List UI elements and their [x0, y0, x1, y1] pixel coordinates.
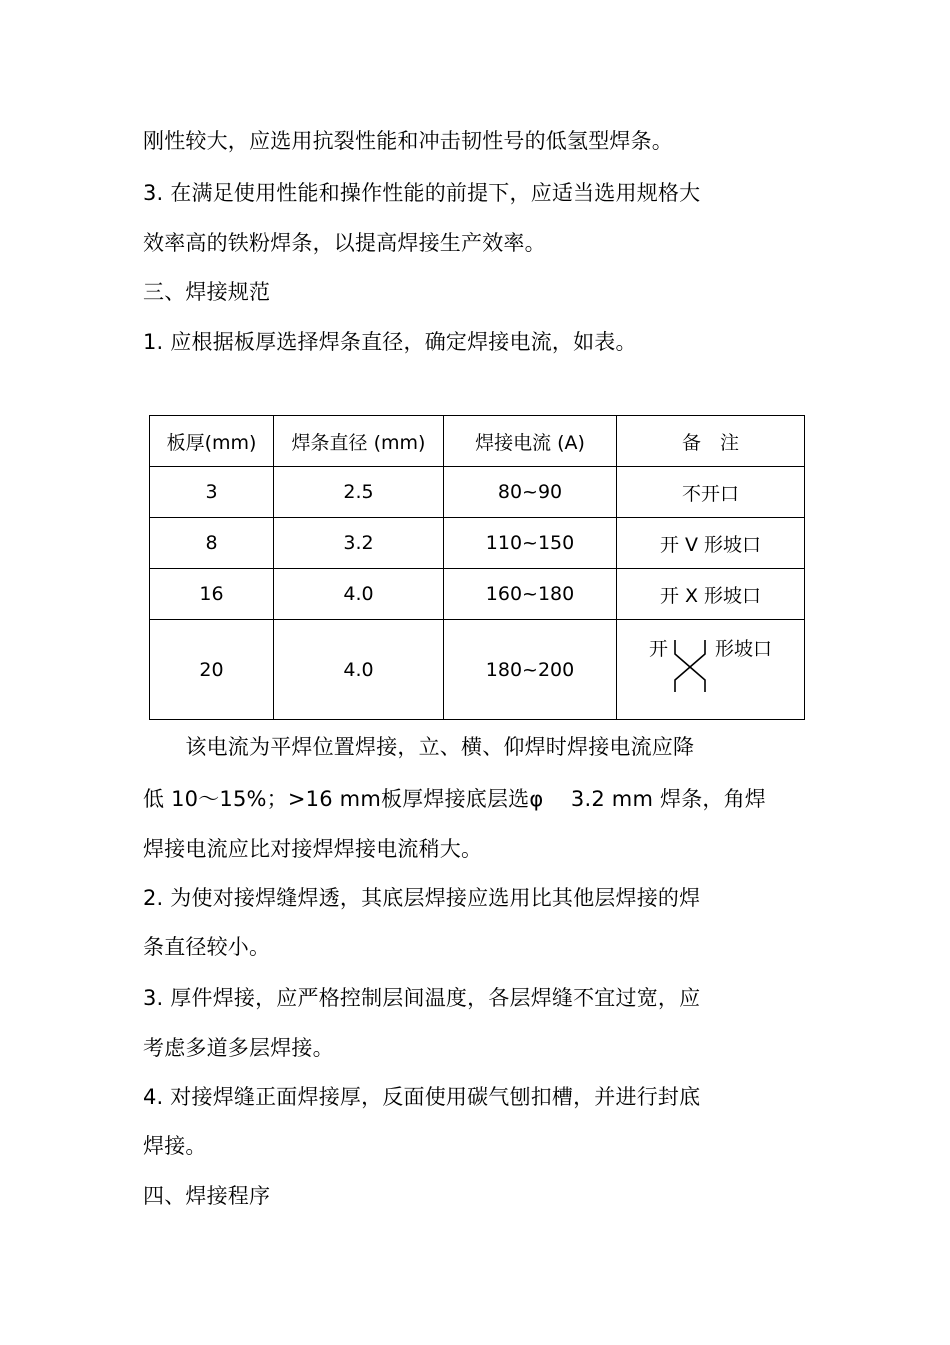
cell-welding-current: 80~90	[444, 467, 617, 518]
cell-plate-thickness: 8	[150, 518, 274, 569]
cell-remarks: 开 V 形坡口	[617, 518, 805, 569]
cell-plate-thickness: 16	[150, 569, 274, 620]
cell-welding-current: 110~150	[444, 518, 617, 569]
table-row	[150, 569, 805, 620]
cell-plate-thickness: 20	[150, 620, 274, 720]
cell-plate-thickness: 3	[150, 467, 274, 518]
paragraph-line: 4. 对接焊缝正面焊接厚，反面使用碳气刨扣槽，并进行封底	[143, 1085, 701, 1109]
paragraph-line: 2. 为使对接焊缝焊透，其底层焊接应选用比其他层焊接的焊	[143, 886, 701, 910]
section-heading: 四、焊接程序	[143, 1184, 271, 1208]
welding-parameter-table	[149, 415, 805, 720]
table-header-row	[150, 416, 805, 467]
cell-electrode-diameter: 2.5	[274, 467, 444, 518]
table-row	[150, 620, 805, 720]
header-plate-thickness: 板厚(mm)	[150, 416, 274, 467]
paragraph-line: 效率高的铁粉焊条，以提高焊接生产效率。	[143, 231, 546, 255]
table-row	[150, 518, 805, 569]
remark-suffix: 形坡口	[715, 638, 773, 660]
section-heading: 三、焊接规范	[143, 280, 271, 304]
table-row	[150, 467, 805, 518]
paragraph-line: 3. 在满足使用性能和操作性能的前提下，应适当选用规格大	[143, 181, 701, 205]
header-remarks: 备 注	[617, 416, 805, 467]
cell-electrode-diameter: 3.2	[274, 518, 444, 569]
cell-welding-current: 160~180	[444, 569, 617, 620]
remark-prefix: 开	[649, 638, 669, 660]
paragraph-line: 考虑多道多层焊接。	[143, 1036, 334, 1060]
cell-welding-current: 180~200	[444, 620, 617, 720]
paragraph-line: 条直径较小。	[143, 935, 271, 959]
header-welding-current: 焊接电流 (A)	[444, 416, 617, 467]
paragraph-line: 刚性较大，应选用抗裂性能和冲击韧性号的低氢型焊条。	[143, 129, 673, 153]
double-v-groove-icon	[669, 636, 713, 692]
paragraph-line: 1. 应根据板厚选择焊条直径，确定焊接电流，如表。	[143, 330, 637, 354]
paragraph-line: 焊接。	[143, 1134, 207, 1158]
cell-remarks: 开 X 形坡口	[617, 569, 805, 620]
cell-remarks	[617, 620, 805, 720]
paragraph-line: 该电流为平焊位置焊接，立、横、仰焊时焊接电流应降	[143, 735, 695, 759]
header-electrode-diameter: 焊条直径 (mm)	[274, 416, 444, 467]
paragraph-line: 3. 厚件焊接，应严格控制层间温度，各层焊缝不宜过宽，应	[143, 986, 701, 1010]
cell-electrode-diameter: 4.0	[274, 620, 444, 720]
paragraph-line: 焊接电流应比对接焊焊接电流稍大。	[143, 837, 483, 861]
cell-electrode-diameter: 4.0	[274, 569, 444, 620]
paragraph-line: 低 10～15%；>16 mm板厚焊接底层选φ 3.2 mm 焊条，角焊	[143, 787, 766, 811]
cell-remarks: 不开口	[617, 467, 805, 518]
